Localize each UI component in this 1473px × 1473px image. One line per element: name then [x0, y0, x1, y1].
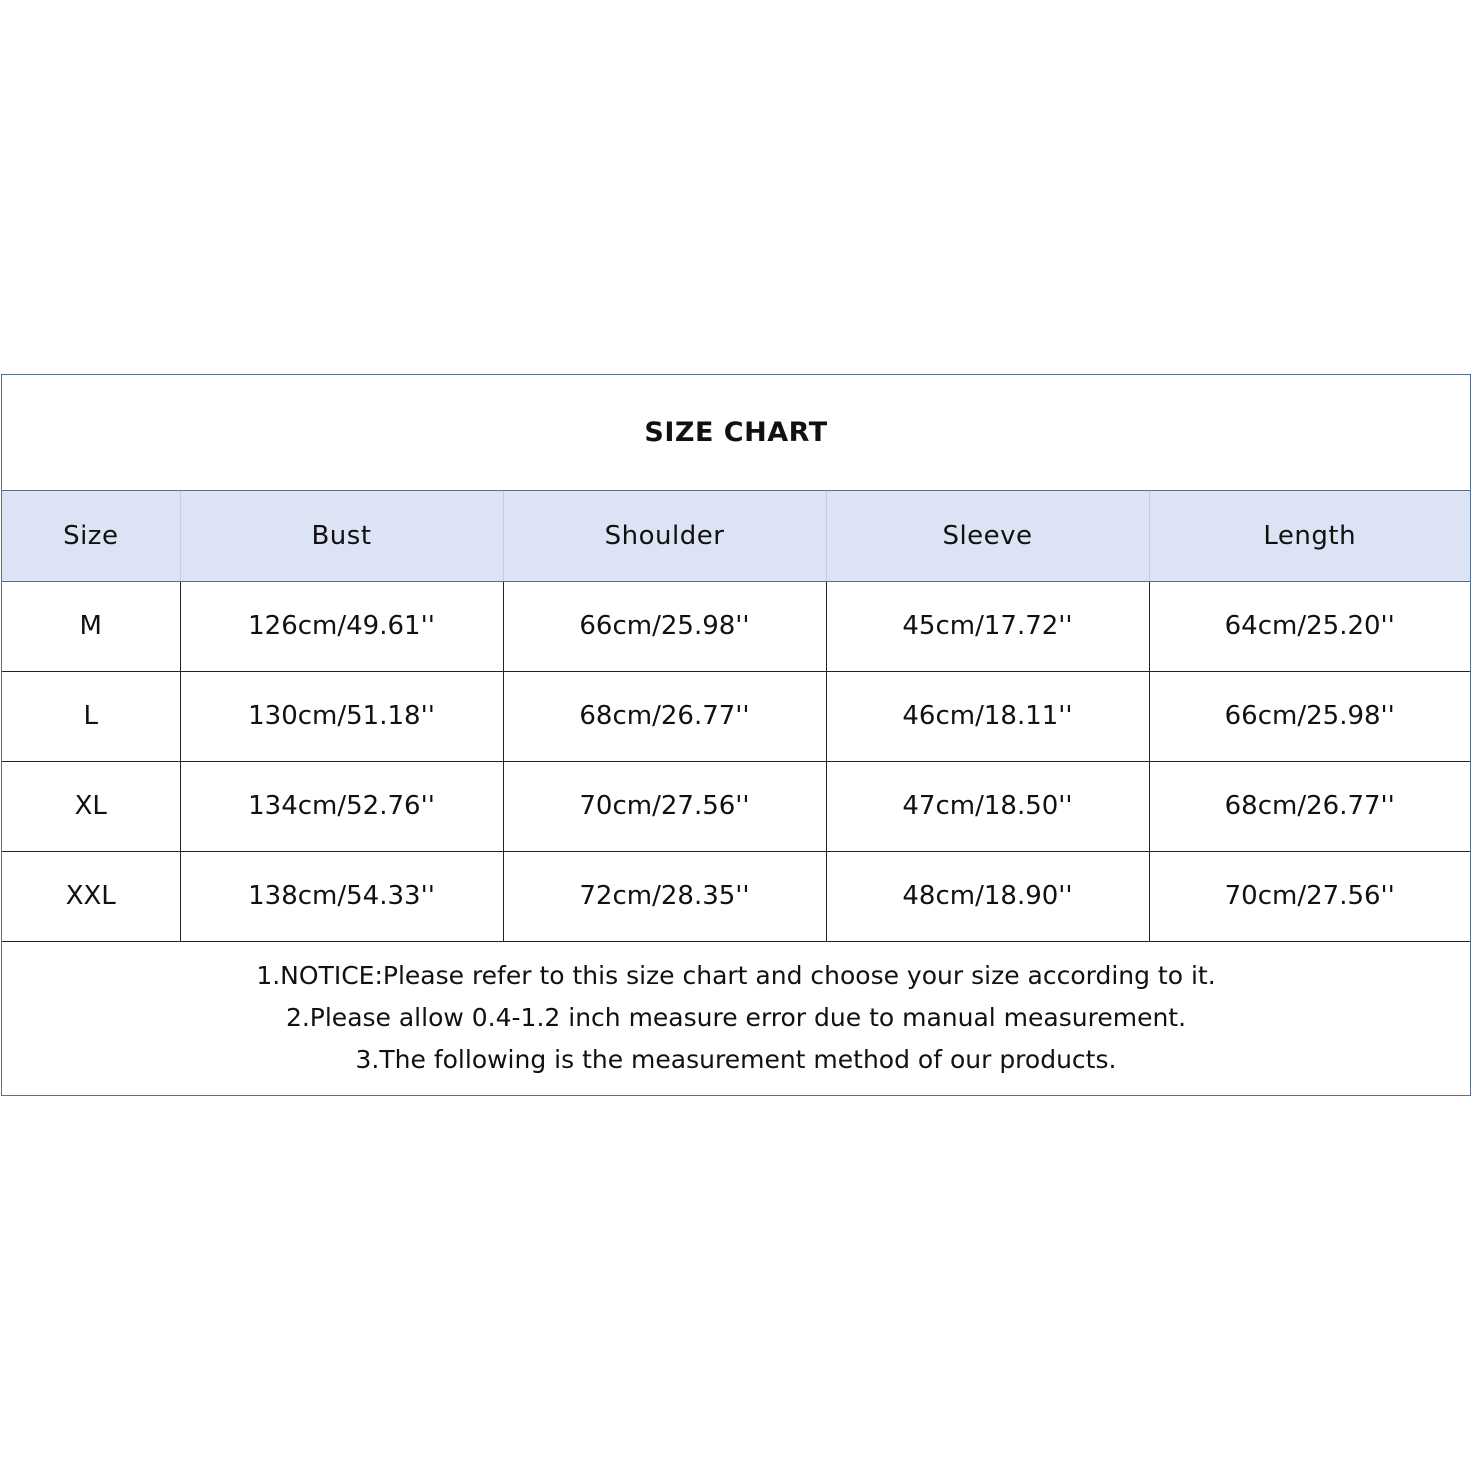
- cell-bust: 130cm/51.18'': [180, 671, 503, 761]
- header-bust: Bust: [180, 491, 503, 581]
- table-row: [2, 581, 1470, 671]
- table-row: [2, 851, 1470, 941]
- cell-length: 64cm/25.20'': [1149, 581, 1470, 671]
- cell-bust: 134cm/52.76'': [180, 761, 503, 851]
- table-row: [2, 761, 1470, 851]
- cell-sleeve: 45cm/17.72'': [826, 581, 1149, 671]
- table-header-row: [2, 491, 1470, 581]
- cell-size: M: [2, 581, 180, 671]
- cell-length: 70cm/27.56'': [1149, 851, 1470, 941]
- cell-size: XXL: [2, 851, 180, 941]
- header-shoulder: Shoulder: [503, 491, 826, 581]
- note-2: 2.Please allow 0.4-1.2 inch measure error due to manual measurement.: [285, 1003, 1187, 1032]
- notes: [2, 941, 1470, 1095]
- note-3: 3.The following is the measurement method of our products.: [355, 1045, 1117, 1074]
- cell-shoulder: 68cm/26.77'': [503, 671, 826, 761]
- chart-title: SIZE CHART: [2, 375, 1470, 491]
- cell-length: 68cm/26.77'': [1149, 761, 1470, 851]
- cell-bust: 126cm/49.61'': [180, 581, 503, 671]
- cell-size: XL: [2, 761, 180, 851]
- cell-shoulder: 72cm/28.35'': [503, 851, 826, 941]
- cell-sleeve: 47cm/18.50'': [826, 761, 1149, 851]
- cell-length: 66cm/25.98'': [1149, 671, 1470, 761]
- header-size: Size: [2, 491, 180, 581]
- table-row: [2, 671, 1470, 761]
- cell-size: L: [2, 671, 180, 761]
- note-1: 1.NOTICE:Please refer to this size chart and choose your size according to it.: [256, 961, 1216, 990]
- header-length: Length: [1149, 491, 1470, 581]
- size-table: [2, 491, 1470, 942]
- cell-sleeve: 48cm/18.90'': [826, 851, 1149, 941]
- cell-shoulder: 70cm/27.56'': [503, 761, 826, 851]
- cell-bust: 138cm/54.33'': [180, 851, 503, 941]
- cell-shoulder: 66cm/25.98'': [503, 581, 826, 671]
- header-sleeve: Sleeve: [826, 491, 1149, 581]
- cell-sleeve: 46cm/18.11'': [826, 671, 1149, 761]
- size-chart: [1, 374, 1471, 1096]
